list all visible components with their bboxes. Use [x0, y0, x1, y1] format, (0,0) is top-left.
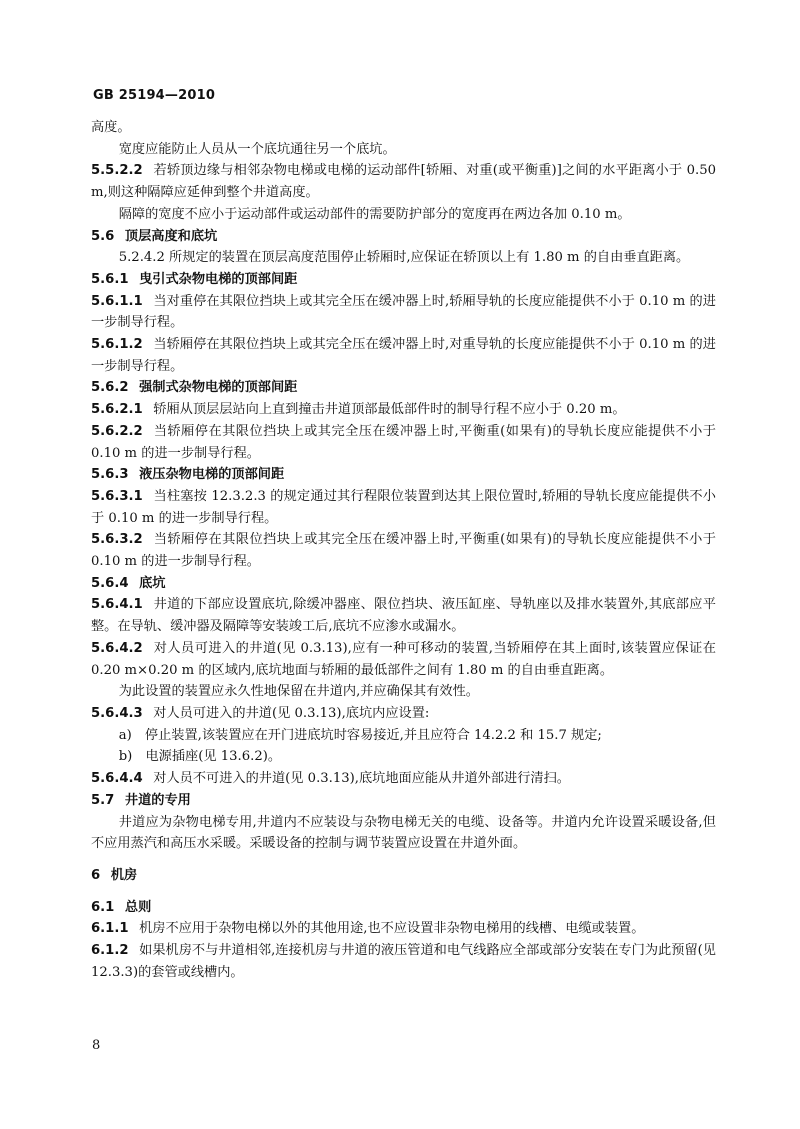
chapter-heading-6: 6 机房: [91, 867, 138, 883]
clause-5-6-4-2: 5.6.4.2 对人员可进入的井道(见 0.3.13),应有一种可移动的装置,当轿厢停在其上面时,该装置应保证在 0.20 m×0.20 m 的区域内,底坑地面与轿厢的最低部件之间有 1.80 m 的自由垂直距离。: [91, 640, 716, 678]
clause-5-6-3-1: 5.6.3.1 当柱塞按 12.3.2.3 的规定通过其行程限位装置到达其上限位置时,轿厢的导轨长度应能提供不小于 0.10 m 的进一步制导行程。: [91, 488, 716, 526]
paragraph: 隔障的宽度不应小于运动部件或运动部件的需要防护部分的宽度再在两边各加 0.10 m。: [118, 206, 631, 222]
clause-5-6-3-2: 5.6.3.2 当轿厢停在其限位挡块上或其完全压在缓冲器上时,平衡重(如果有)的导轨长度应能提供不小于 0.10 m 的进一步制导行程。: [91, 532, 716, 570]
clause-5-6-4-4: 5.6.4.4 对人员不可进入的井道(见 0.3.13),底坑地面应能从井道外部进行清扫。: [91, 771, 570, 787]
clause-5-6-2-1: 5.6.2.1 轿厢从顶层层站向上直到撞击井道顶部最低部件时的制导行程不应小于 0.20 m。: [91, 402, 626, 418]
section-heading-5-6-3: 5.6.3 液压杂物电梯的顶部间距: [91, 467, 285, 483]
paragraph: 为此设置的装置应永久性地保留在井道内,并应确保其有效性。: [118, 684, 479, 700]
page-body: [91, 117, 716, 983]
clause-5-5-2-2: 5.5.2.2 若轿顶边缘与相邻杂物电梯或电梯的运动部件[轿厢、对重(或平衡重)]之间的水平距离小于 0.50 m,则这种隔障应延伸到整个井道高度。: [91, 163, 716, 201]
clause-5-6-4-3: 5.6.4.3 对人员可进入的井道(见 0.3.13),底坑内应设置:: [91, 705, 430, 721]
clause-5-6-1-1: 5.6.1.1 当对重停在其限位挡块上或其完全压在缓冲器上时,轿厢导轨的长度应能提供不小于 0.10 m 的进一步制导行程。: [91, 293, 716, 331]
paragraph: 宽度应能防止人员从一个底坑通往另一个底坑。: [118, 141, 396, 157]
clause-6-1-1: 6.1.1 机房不应用于杂物电梯以外的其他用途,也不应设置非杂物电梯用的线槽、电缆或装置。: [91, 921, 645, 937]
paragraph: 高度。: [91, 120, 131, 135]
section-heading-5-6-2: 5.6.2 强制式杂物电梯的顶部间距: [91, 380, 298, 396]
list-item: b) 电源插座(见 13.6.2)。: [118, 749, 282, 765]
clause-5-6-1-2: 5.6.1.2 当轿厢停在其限位挡块上或其完全压在缓冲器上时,对重导轨的长度应能提供不小于 0.10 m 的进一步制导行程。: [91, 337, 716, 374]
section-heading-5-6-4: 5.6.4 底坑: [91, 575, 166, 591]
section-heading-6-1: 6.1 总则: [91, 899, 152, 915]
section-heading-5-6: 5.6 顶层高度和底坑: [91, 228, 218, 244]
list-item: a) 停止装置,该装置应在开门进底坑时容易接近,并且应符合 14.2.2 和 15.7 规定;: [118, 727, 602, 743]
paragraph: 井道应为杂物电梯专用,井道内不应装设与杂物电梯无关的电缆、设备等。井道内允许设置采暖设备,但不应用蒸汽和高压水采暖。采暖设备的控制与调节装置应设置在井道外面。: [91, 814, 716, 852]
clause-6-1-2: 6.1.2 如果机房不与井道相邻,连接机房与井道的液压管道和电气线路应全部或部分安装在专门为此预留(见 12.3.3)的套管或线槽内。: [91, 943, 716, 980]
section-heading-5-6-1: 5.6.1 曳引式杂物电梯的顶部间距: [91, 271, 298, 287]
clause-5-6-2-2: 5.6.2.2 当轿厢停在其限位挡块上或其完全压在缓冲器上时,平衡重(如果有)的导轨长度应能提供不小于 0.10 m 的进一步制导行程。: [91, 423, 716, 461]
section-heading-5-7: 5.7 井道的专用: [91, 792, 191, 808]
page-number: 8: [92, 1038, 101, 1053]
clause-5-6-4-1: 5.6.4.1 井道的下部应设置底坑,除缓冲器座、限位挡块、液压缸座、导轨座以及排水装置外,其底部应平整。在导轨、缓冲器及隔障等安装竣工后,底坑不应渗水或漏水。: [91, 597, 716, 635]
paragraph: 5.2.4.2 所规定的装置在顶层高度范围停止轿厢时,应保证在轿顶以上有 1.80 m 的自由垂直距离。: [118, 250, 690, 266]
document-header: GB 25194—2010: [93, 88, 216, 103]
